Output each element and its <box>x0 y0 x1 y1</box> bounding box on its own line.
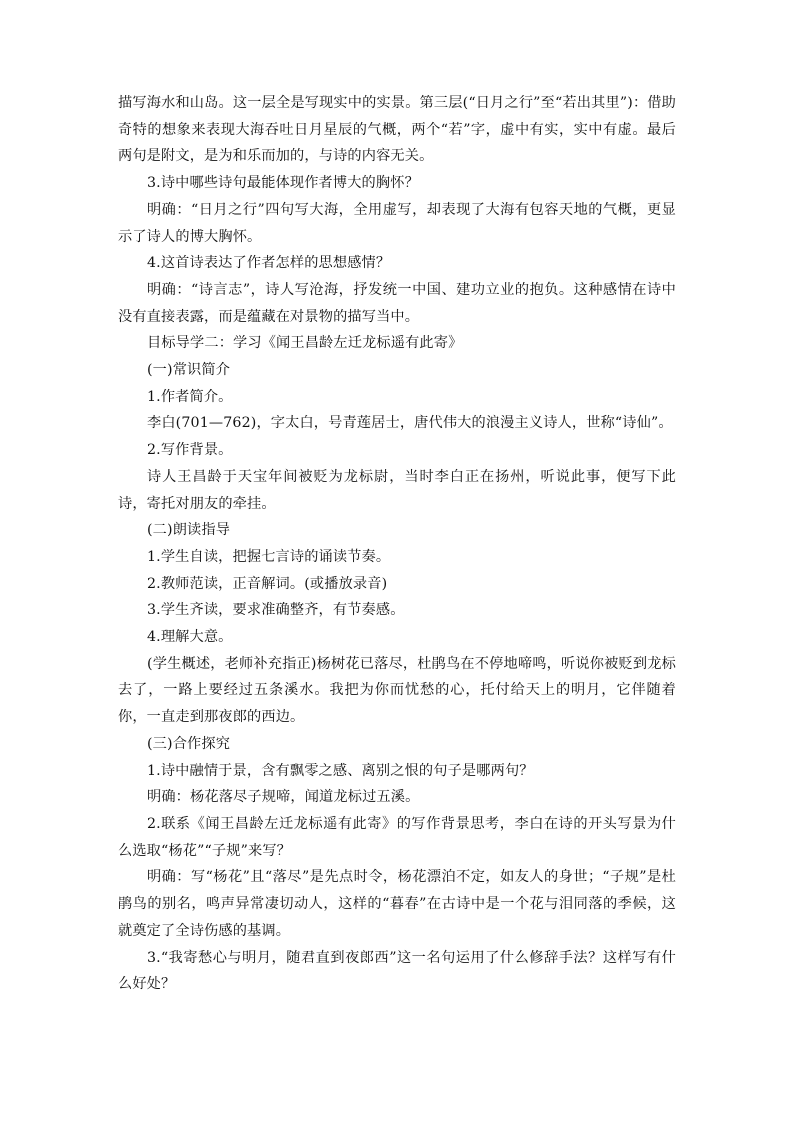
paragraph-continuation: 描写海水和山岛。这一层全是写现实中的实景。第三层(“日月之行”至“若出其里”)：借助奇特的想象来表现大海吞吐日月星辰的气概，两个“若”字，虚中有实，实中有虚。最后两句是附文，是为和乐而加的，与诗的内容无关。 <box>118 95 676 165</box>
document-body <box>118 90 676 998</box>
reading-step-3: 3.学生齐读，要求准确整齐，有节奏感。 <box>147 602 405 619</box>
subheading-cooperative-inquiry: (三)合作探究 <box>147 735 231 752</box>
item-author-intro: 1.作者简介。 <box>147 388 233 405</box>
subheading-reading-guide: (二)朗读指导 <box>147 522 231 539</box>
inquiry-question-2: 2.联系《闻王昌龄左迁龙标遥有此寄》的写作背景思考，李白在诗的开头写景为什么选取“杨花”“子规”来写？ <box>118 815 676 859</box>
inquiry-question-3: 3.“我寄愁心与明月，随君直到夜郎西”这一名句运用了什么修辞手法？这样写有什么好处？ <box>118 949 676 993</box>
reading-step-1: 1.学生自读，把握七言诗的诵读节奏。 <box>147 548 391 565</box>
answer-4: 明确：“诗言志”，诗人写沧海，抒发统一中国、建功立业的抱负。这种感情在诗中没有直接表露，而是蕴藏在对景物的描写当中。 <box>118 281 676 325</box>
reading-step-4: 4.理解大意。 <box>147 629 233 646</box>
background-description: 诗人王昌龄于天宝年间被贬为龙标尉，当时李白正在扬州，听说此事，便写下此诗，寄托对朋友的牵挂。 <box>118 468 676 512</box>
inquiry-question-1: 1.诗中融情于景，含有飘零之感、离别之恨的句子是哪两句？ <box>147 762 534 779</box>
item-writing-background: 2.写作背景。 <box>147 442 233 459</box>
reading-step-2: 2.教师范读，正音解词。(或播放录音) <box>147 575 388 592</box>
meaning-summary: (学生概述，老师补充指正)杨树花已落尽，杜鹃鸟在不停地啼鸣，听说你被贬到龙标去了，一路上要经过五条溪水。我把为你而忧愁的心，托付给天上的明月，它伴随着你，一直走到那夜郎的西边。 <box>118 655 676 726</box>
subheading-background: (一)常识简介 <box>147 362 231 379</box>
inquiry-answer-1: 明确：杨花落尽子规啼，闻道龙标过五溪。 <box>147 789 420 806</box>
inquiry-answer-2: 明确：写“杨花”且“落尽”是先点时令，杨花漂泊不定，如友人的身世；“子规”是杜鹃鸟的别名，鸣声异常凄切动人，这样的“暮春”在古诗中是一个花与泪同落的季候，这就奠定了全诗伤感的基调。 <box>118 869 676 939</box>
author-description: 李白(701—762)，字太白，号青莲居士，唐代伟大的浪漫主义诗人，世称“诗仙”。 <box>147 415 673 432</box>
section-heading-goal-2: 目标导学二：学习《闻王昌龄左迁龙标遥有此寄》 <box>147 335 463 352</box>
answer-3: 明确：“日月之行”四句写大海，全用虚写，却表现了大海有包容天地的气概，更显示了诗人的博大胸怀。 <box>118 201 676 245</box>
question-3: 3.诗中哪些诗句最能体现作者博大的胸怀？ <box>147 175 419 192</box>
question-4: 4.这首诗表达了作者怎样的思想感情？ <box>147 255 391 272</box>
